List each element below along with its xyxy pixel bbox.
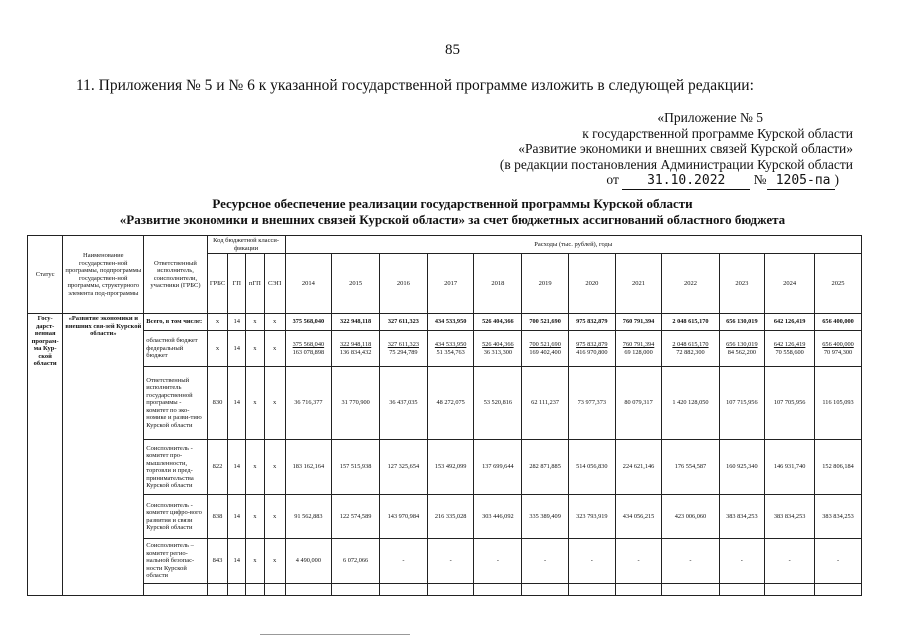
grbs-cell: 830 [207, 367, 228, 440]
value-cell: 383 834,253 [719, 495, 765, 539]
header-sep: СЭП [264, 254, 285, 314]
value-cell: 335 389,409 [522, 495, 569, 539]
value-cell: 383 834,253 [815, 495, 862, 539]
program-name-cell: «Развитие экономики и внешних свя-зей Курской области» [63, 314, 144, 596]
value-cell: 160 925,340 [719, 440, 765, 495]
value-cell: 62 111,237 [522, 367, 569, 440]
status-cell: Госу-дарст-венная програм-ма Кур-ской области [28, 314, 63, 596]
pgp-cell: x [246, 314, 265, 331]
value-cell: 282 871,885 [522, 440, 569, 495]
appendix-date-row [493, 172, 853, 190]
value-cell: 36 437,035 [380, 367, 428, 440]
header-pgp: пГП [246, 254, 265, 314]
document-title-2: «Развитие экономики и внешних связей Курской области» за счет бюджетных ассигнований областного бюджета [119, 212, 786, 227]
grbs-cell: 838 [207, 495, 228, 539]
value-cell: 383 834,253 [765, 495, 815, 539]
executor-cell: Всего, в том числе: [144, 314, 207, 331]
from-label: от [606, 172, 619, 187]
grbs-cell: 822 [207, 440, 228, 495]
value-cell: 642 126,419 [765, 314, 815, 331]
table-row [28, 539, 862, 584]
value-cell: 73 977,373 [568, 367, 615, 440]
value-cell: 1 420 128,050 [662, 367, 719, 440]
appendix-header [493, 110, 853, 190]
value-cell: 375 568,040 163 078,898 [285, 331, 332, 367]
grbs-cell: x [207, 331, 228, 367]
header-year: 2018 [474, 254, 522, 314]
header-grbs: ГРБС [207, 254, 228, 314]
value-cell: 434 533,950 [427, 314, 474, 331]
value-cell: 700 521,690 [522, 314, 569, 331]
executor-cell: Соисполнитель - комитет цифро-вого развития и связи Курской области [144, 495, 207, 539]
value-cell: 146 931,740 [765, 440, 815, 495]
header-code-group: Код бюджетной класси-фикации [207, 236, 285, 254]
value-cell: 224 621,146 [615, 440, 662, 495]
value-cell: 760 791,394 [615, 314, 662, 331]
value-cell: 760 791,394 69 128,000 [615, 331, 662, 367]
value-cell: 143 970,984 [380, 495, 428, 539]
value-cell: 303 446,092 [474, 495, 522, 539]
header-year: 2023 [719, 254, 765, 314]
value-cell: 322 948,118 [332, 314, 380, 331]
value-cell: 323 793,919 [568, 495, 615, 539]
header-year: 2022 [662, 254, 719, 314]
value-cell: 642 126,419 70 558,600 [765, 331, 815, 367]
appendix-line1: «Приложение № 5 [657, 110, 763, 125]
header-year: 2020 [568, 254, 615, 314]
value-cell: 80 079,317 [615, 367, 662, 440]
value-cell: - [427, 539, 474, 584]
value-cell: 975 832,879 [568, 314, 615, 331]
pgp-cell: x [246, 440, 265, 495]
table-row [28, 331, 862, 367]
sep-cell: x [264, 367, 285, 440]
gp-cell: 14 [228, 314, 246, 331]
value-cell: 152 806,184 [815, 440, 862, 495]
value-cell: - [522, 539, 569, 584]
sep-cell: x [264, 495, 285, 539]
value-cell: 423 006,060 [662, 495, 719, 539]
value-cell: 53 520,816 [474, 367, 522, 440]
value-cell: 4 490,000 [285, 539, 332, 584]
sep-cell: x [264, 331, 285, 367]
gp-cell: 14 [228, 440, 246, 495]
document-title-1: Ресурсное обеспечение реализации государственной программы Курской области [212, 196, 693, 211]
value-cell: 91 562,883 [285, 495, 332, 539]
value-cell: 656 400,000 70 974,300 [815, 331, 862, 367]
value-cell: 514 056,830 [568, 440, 615, 495]
header-status: Статус [28, 236, 63, 314]
value-cell: - [662, 539, 719, 584]
value-cell: 700 521,690 169 402,400 [522, 331, 569, 367]
header-year: 2017 [427, 254, 474, 314]
header-year: 2016 [380, 254, 428, 314]
gp-cell: 14 [228, 367, 246, 440]
value-cell: - [765, 539, 815, 584]
value-cell: 526 404,366 [474, 314, 522, 331]
header-year: 2015 [332, 254, 380, 314]
decree-number: 1205-па [767, 173, 835, 190]
value-cell: 48 272,075 [427, 367, 474, 440]
value-cell: 137 699,644 [474, 440, 522, 495]
table-row [28, 584, 862, 596]
executor-cell: Соисполнитель - комитет про-мышленности, торговли и пред-принимательства Курской области [144, 440, 207, 495]
header-year: 2021 [615, 254, 662, 314]
pgp-cell: x [246, 539, 265, 584]
grbs-cell: x [207, 314, 228, 331]
value-cell: - [474, 539, 522, 584]
value-cell: 434 533,950 51 354,763 [427, 331, 474, 367]
value-cell: 31 770,900 [332, 367, 380, 440]
sep-cell: x [264, 440, 285, 495]
value-cell: - [380, 539, 428, 584]
pgp-cell: x [246, 495, 265, 539]
value-cell: 526 404,366 36 313,300 [474, 331, 522, 367]
value-cell: 322 948,118 136 834,432 [332, 331, 380, 367]
value-cell: - [815, 539, 862, 584]
resource-table [27, 235, 862, 596]
decree-date: 31.10.2022 [622, 173, 750, 190]
value-cell: 157 515,938 [332, 440, 380, 495]
value-cell: - [615, 539, 662, 584]
header-name: Наименование государствен-ной программы, подпрограммы государствен-ной программы, структурного элемента под-программы [63, 236, 144, 314]
sep-cell: x [264, 539, 285, 584]
value-cell: 656 130,019 [719, 314, 765, 331]
value-cell: 2 048 615,170 [662, 314, 719, 331]
value-cell: 327 611,323 [380, 314, 428, 331]
value-cell: 36 716,377 [285, 367, 332, 440]
table-row [28, 495, 862, 539]
value-cell: 176 554,587 [662, 440, 719, 495]
value-cell: - [719, 539, 765, 584]
value-cell: 122 574,589 [332, 495, 380, 539]
header-expenses-group: Расходы (тыс. рублей), годы [285, 236, 861, 254]
gp-cell: 14 [228, 331, 246, 367]
value-cell: 975 832,879 416 970,800 [568, 331, 615, 367]
pgp-cell: x [246, 367, 265, 440]
appendix-line2: к государственной программе Курской области [582, 125, 853, 141]
value-cell: - [568, 539, 615, 584]
value-cell: 656 400,000 [815, 314, 862, 331]
executor-cell: Соисполнитель – комитет регио-нальной безопас-ности Курской области [144, 539, 207, 584]
header-executor: Ответственный исполнитель, соисполнители, участники (ГРБС) [144, 236, 207, 314]
header-year: 2019 [522, 254, 569, 314]
close-paren: ) [834, 172, 839, 187]
header-year: 2014 [285, 254, 332, 314]
page-number: 85 [445, 42, 460, 58]
executor-cell: Ответственный исполнитель государственной программы - комитет по эко-номике и разви-тию Курской области [144, 367, 207, 440]
value-cell: 656 130,019 84 562,200 [719, 331, 765, 367]
value-cell: 183 162,164 [285, 440, 332, 495]
value-cell: 107 705,956 [765, 367, 815, 440]
value-cell: 375 568,040 [285, 314, 332, 331]
pgp-cell: x [246, 331, 265, 367]
value-cell: 153 492,099 [427, 440, 474, 495]
value-cell: 327 611,323 75 294,789 [380, 331, 428, 367]
appendix-line4: (в редакции постановления Администрации Курской области [499, 156, 853, 172]
sep-cell: x [264, 314, 285, 331]
table-row [28, 314, 862, 331]
value-cell: 434 056,215 [615, 495, 662, 539]
header-year: 2024 [765, 254, 815, 314]
header-year: 2025 [815, 254, 862, 314]
value-cell: 107 715,956 [719, 367, 765, 440]
grbs-cell: 843 [207, 539, 228, 584]
value-cell: 2 048 615,170 72 882,300 [662, 331, 719, 367]
table-row [28, 440, 862, 495]
intro-text: 11. Приложения № 5 и № 6 к указанной государственной программе изложить в следующей редакции: [76, 77, 754, 94]
gp-cell: 14 [228, 495, 246, 539]
value-cell: 216 335,028 [427, 495, 474, 539]
executor-cell: областной бюджет федеральный бюджет [144, 331, 207, 367]
page-edge-mark [260, 634, 410, 635]
value-cell: 116 105,093 [815, 367, 862, 440]
value-cell: 6 072,066 [332, 539, 380, 584]
header-gp: ГП [228, 254, 246, 314]
value-cell: 127 325,654 [380, 440, 428, 495]
number-label: № [753, 172, 767, 187]
gp-cell: 14 [228, 539, 246, 584]
appendix-line3: «Развитие экономики и внешних связей Курской области» [518, 141, 853, 156]
table-row [28, 367, 862, 440]
